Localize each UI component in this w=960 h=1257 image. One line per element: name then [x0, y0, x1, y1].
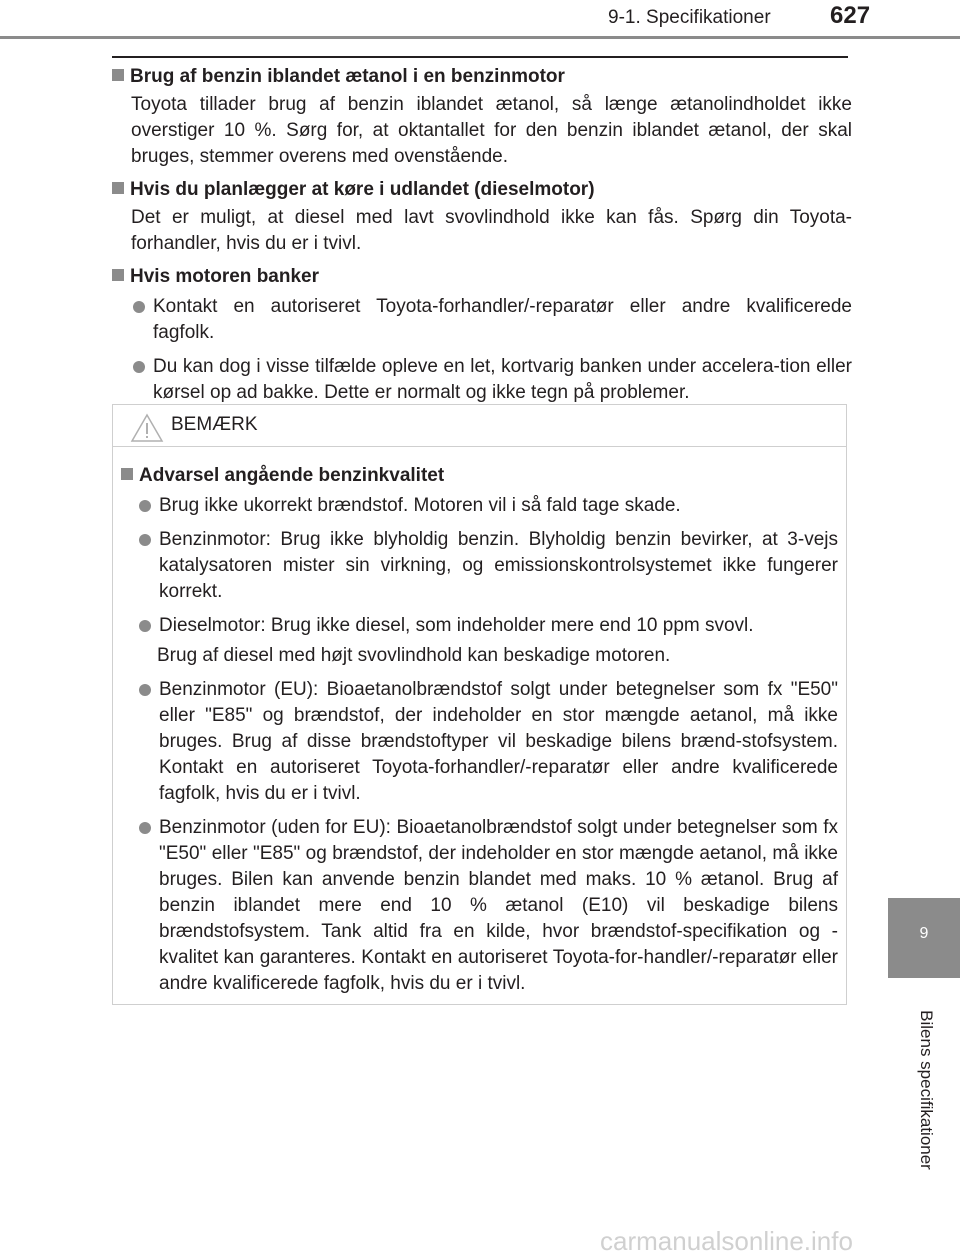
- section-text: Toyota tillader brug af benzin iblandet ætanol, så længe ætanolindholdet ikke overstiger 10 %. Sørg for, at oktantallet for den benzin iblandet ætanol, der skal bruges, stemmer overens med ovenstående.: [131, 94, 852, 167]
- notice-header: [113, 405, 846, 447]
- section-ethanol: [112, 64, 852, 170]
- section-heading: Hvis du planlægger at køre i udlandet (dieselmotor): [130, 179, 595, 200]
- list-item: Brug ikke ukorrekt brændstof. Motoren vil i så fald tage skade.: [118, 493, 838, 519]
- list-item: Dieselmotor: Brug ikke diesel, som indeholder mere end 10 ppm svovl.: [118, 613, 838, 639]
- chapter-tab-number: 9: [919, 925, 929, 942]
- list-item: Kontakt en autoriseret Toyota-forhandler/-reparatør eller andre kvalificerede fagfolk.: [112, 294, 852, 346]
- square-bullet-icon: [112, 69, 124, 81]
- section-heading: Hvis motoren banker: [130, 266, 319, 287]
- page-number: 627: [830, 2, 871, 29]
- list-item: Du kan dog i visse tilfælde opleve en let, kortvarig banken under accelera-tion eller kørsel op ad bakke. Dette er normalt og ikke tegn på problemer.: [112, 354, 852, 406]
- warning-triangle-icon: [130, 413, 164, 443]
- chapter-side-title: Bilens specifikationer: [917, 1010, 936, 1170]
- page-header: [0, 0, 960, 40]
- notice-label: BEMÆRK: [171, 414, 258, 435]
- header-divider: [0, 36, 960, 39]
- notice-body: [113, 447, 846, 997]
- section-abroad: [112, 177, 852, 257]
- notice-heading: Advarsel angående benzinkvalitet: [139, 465, 445, 486]
- bullet-dot-icon: [139, 500, 151, 512]
- bullet-dot-icon: [139, 534, 151, 546]
- list-item: Benzinmotor (uden for EU): Bioaetanolbrændstof solgt under betegnelser som fx "E50" eller "E85" og brændstof, der indeholder en stor mængde aetanol, må ikke bruges. Bilen kan anvende benzin blandet med maks. 10 % ætanol. Brug af benzin iblandet mere end 10 % ætanol (E10) vil beskadige bilens brændstofsystem. Tank altid fra en kilde, hvor brændstof-specifikation og -kvalitet kan garanteres. Kontakt en autoriseret Toyota-for-handler/-reparatør eller andre kvalificerede fagfolk, hvis du er i tvivl.: [118, 815, 838, 997]
- list-item: Benzinmotor: Brug ikke blyholdig benzin. Blyholdig benzin bevirker, at 3-vejs katalysatoren mister sin virkning, og emissionskontrolsystemet ikke fungerer korrekt.: [118, 527, 838, 605]
- list-item-note: Brug af diesel med højt svovlindhold kan beskadige motoren.: [157, 645, 671, 666]
- list-item: Benzinmotor (EU): Bioaetanolbrændstof solgt under betegnelser som fx "E50" eller "E85" og brændstof, der indeholder en stor mængde aetanol, må ikke bruges. Brug af disse brændstoftyper vil beskadige bilens brænd-stofsystem. Kontakt en autoriseret Toyota-forhandler/-reparatør eller andre kvalificerede fagfolk, hvis du er i tvivl.: [118, 677, 838, 807]
- section-title: 9-1. Specifikationer: [608, 7, 771, 28]
- square-bullet-icon: [112, 182, 124, 194]
- bullet-dot-icon: [139, 822, 151, 834]
- notice-box: [112, 404, 847, 1005]
- bullet-dot-icon: [133, 301, 145, 313]
- bullet-dot-icon: [139, 684, 151, 696]
- watermark: carmanualsonline.info: [600, 1226, 853, 1256]
- bullet-dot-icon: [139, 620, 151, 632]
- section-text: Det er muligt, at diesel med lavt svovlindhold ikke kan fås. Spørg din Toyota-forhandler, hvis du er i tvivl.: [131, 207, 852, 254]
- section-knocking: [112, 264, 852, 406]
- chapter-tab[interactable]: [888, 898, 960, 978]
- section-heading: Brug af benzin iblandet ætanol i en benzinmotor: [130, 66, 565, 87]
- content-top-rule: [112, 56, 848, 58]
- square-bullet-icon: [112, 269, 124, 281]
- square-bullet-icon: [121, 468, 133, 480]
- bullet-dot-icon: [133, 361, 145, 373]
- main-content: [112, 64, 852, 414]
